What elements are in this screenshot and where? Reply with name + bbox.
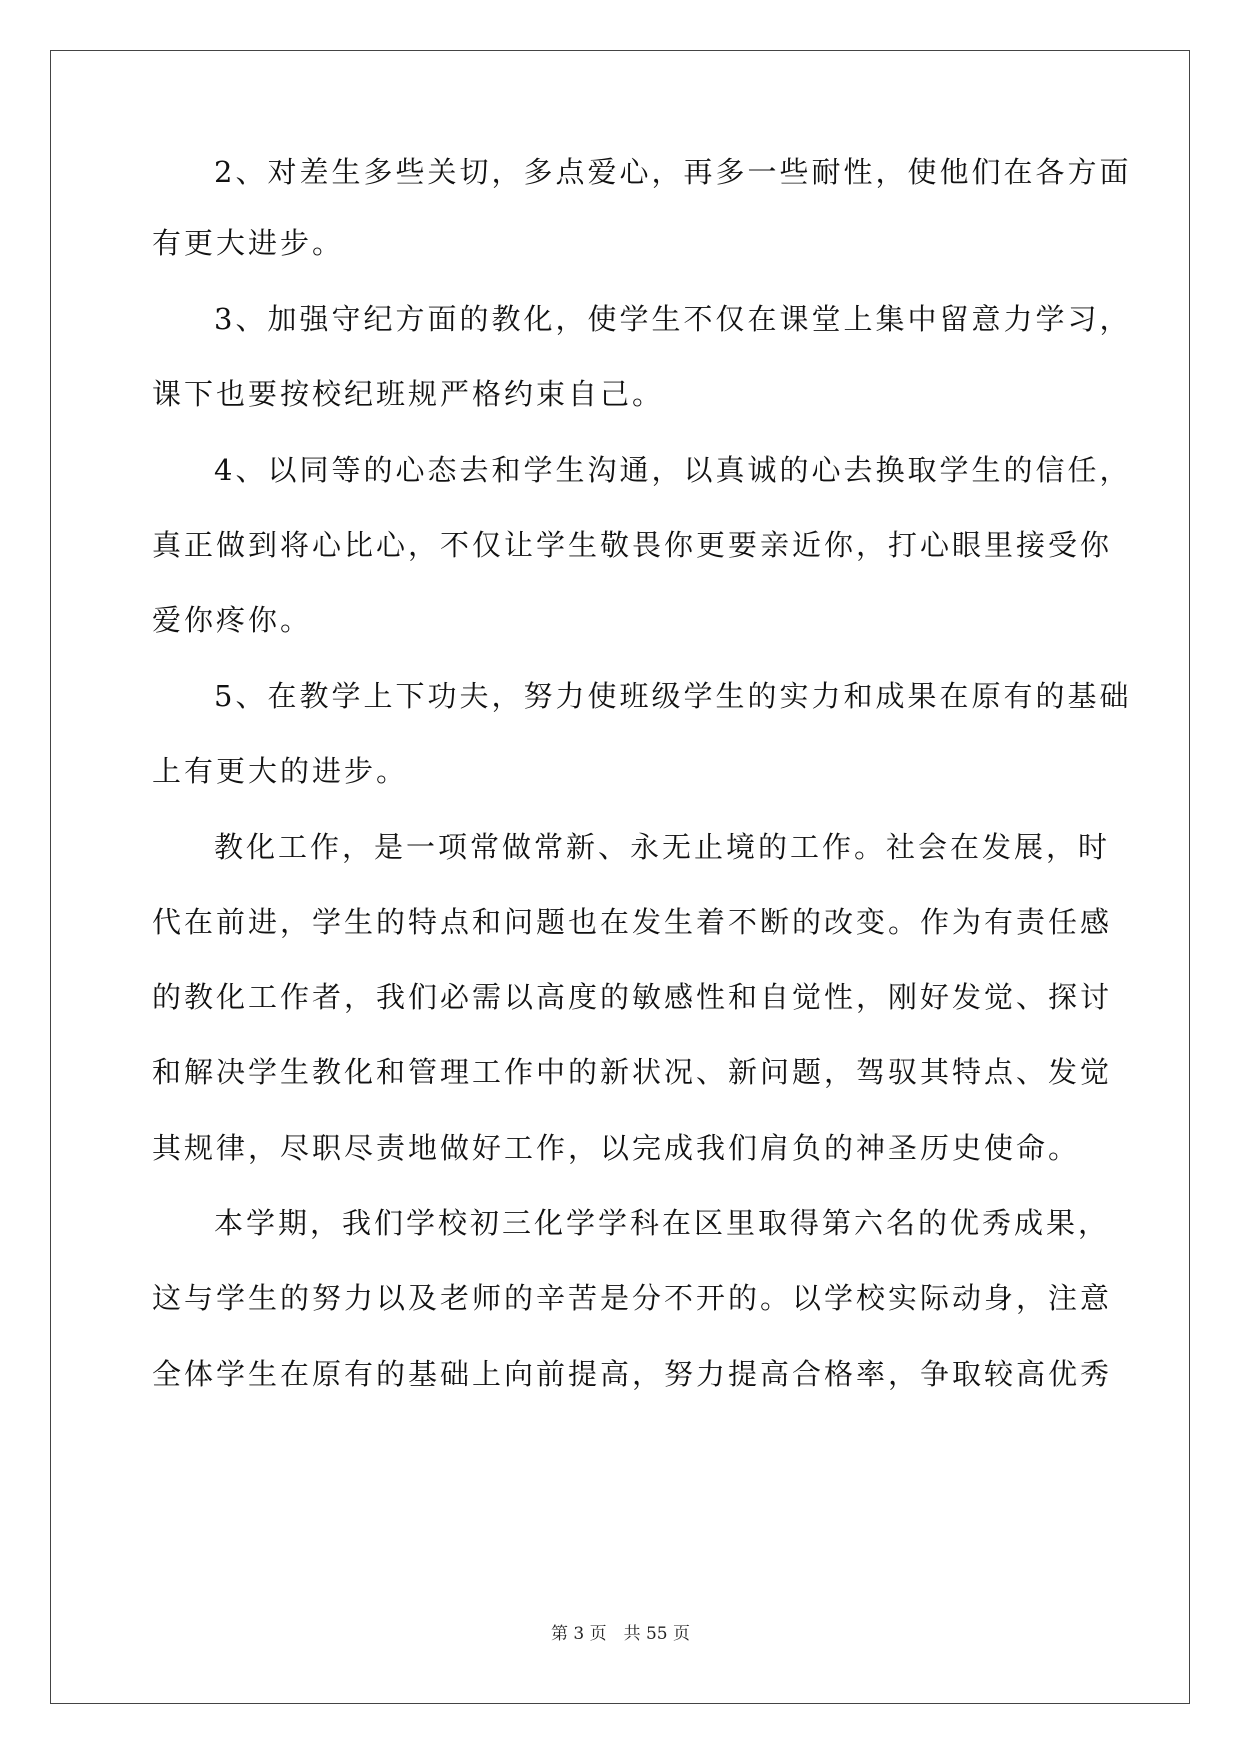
paragraph-5-line-3: 的教化工作者，我们必需以高度的敏感性和自觉性，刚好发觉、探讨	[152, 980, 1113, 1014]
paragraph-5-line-1: 教化工作，是一项常做常新、永无止境的工作。社会在发展，时	[214, 830, 1111, 864]
page-number-footer: 第 3 页 共 55 页	[550, 1624, 691, 1644]
paragraph-5-line-4: 和解决学生教化和管理工作中的新状况、新问题，驾驭其特点、发觉	[152, 1055, 1113, 1089]
paragraph-6-line-2: 这与学生的努力以及老师的辛苦是分不开的。以学校实际动身，注意	[152, 1281, 1113, 1315]
paragraph-1-line-1: 2、对差生多些关切，多点爱心，再多一些耐性，使他们在各方面	[214, 155, 1132, 189]
paragraph-5-line-5: 其规律，尽职尽责地做好工作，以完成我们肩负的神圣历史使命。	[152, 1131, 1081, 1165]
paragraph-4-line-1: 5、在教学上下功夫，努力使班级学生的实力和成果在原有的基础	[214, 679, 1132, 713]
paragraph-2-line-1: 3、加强守纪方面的教化，使学生不仅在课堂上集中留意力学习，	[214, 302, 1132, 336]
paragraph-5-line-2: 代在前进，学生的特点和问题也在发生着不断的改变。作为有责任感	[152, 905, 1113, 939]
paragraph-6-line-1: 本学期，我们学校初三化学学科在区里取得第六名的优秀成果，	[214, 1206, 1111, 1240]
paragraph-6-line-3: 全体学生在原有的基础上向前提高，努力提高合格率，争取较高优秀	[152, 1357, 1113, 1391]
paragraph-2-line-2: 课下也要按校纪班规严格约束自己。	[152, 377, 665, 411]
paragraph-3-line-3: 爱你疼你。	[152, 603, 313, 637]
paragraph-3-line-1: 4、以同等的心态去和学生沟通，以真诚的心去换取学生的信任，	[214, 453, 1132, 487]
paragraph-4-line-2: 上有更大的进步。	[152, 754, 409, 788]
paragraph-1-line-2: 有更大进步。	[152, 226, 345, 260]
paragraph-3-line-2: 真正做到将心比心，不仅让学生敬畏你更要亲近你，打心眼里接受你	[152, 528, 1113, 562]
